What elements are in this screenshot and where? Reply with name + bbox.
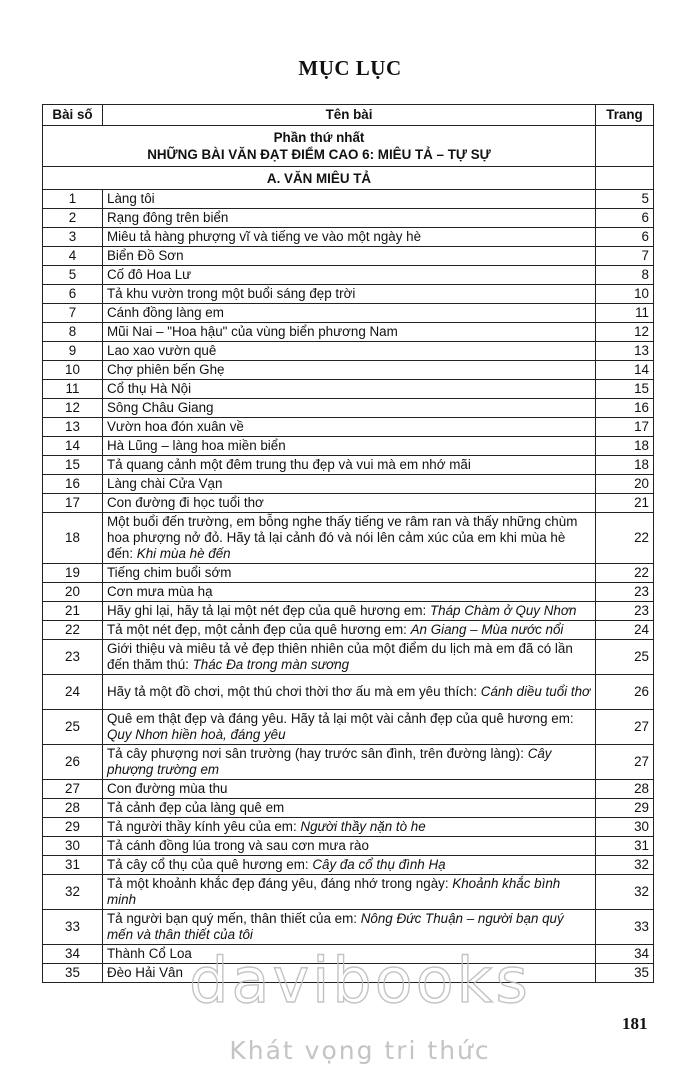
row-title-text: Thành Cổ Loa (107, 946, 192, 961)
part-heading (43, 126, 596, 167)
toc-row (43, 799, 654, 818)
toc-row (43, 837, 654, 856)
row-title-text: Tả người bạn quý mến, thân thiết của em: (107, 911, 361, 926)
row-title-text: Con đường mùa thu (107, 781, 228, 796)
row-number: 23 (43, 640, 103, 675)
row-number: 4 (43, 247, 103, 266)
row-page: 27 (596, 745, 654, 780)
row-title-text: Lao xao vườn quê (107, 343, 217, 358)
row-title-text: Vườn hoa đón xuân về (107, 419, 244, 434)
row-title (103, 818, 596, 837)
row-page: 25 (596, 640, 654, 675)
row-title-emphasis: Cánh diều tuổi thơ (480, 684, 591, 699)
watermark-slogan: Khát vọng tri thức (229, 1036, 491, 1065)
row-page: 28 (596, 780, 654, 799)
row-title-text: Cố đô Hoa Lư (107, 267, 192, 282)
toc-row (43, 190, 654, 209)
row-page: 23 (596, 583, 654, 602)
row-title (103, 190, 596, 209)
row-title (103, 323, 596, 342)
row-page: 20 (596, 475, 654, 494)
row-title-text: Tả một khoảnh khắc đẹp đáng yêu, đáng nhớ trong ngày: (107, 876, 453, 891)
toc-row (43, 380, 654, 399)
toc-row (43, 640, 654, 675)
row-title (103, 675, 596, 710)
row-title-text: Quê em thật đẹp và đáng yêu. Hãy tả lại một vài cảnh đẹp của quê hương em: (107, 711, 574, 726)
row-page: 6 (596, 209, 654, 228)
row-title (103, 910, 596, 945)
row-title-text: Tả cánh đồng lúa trong và sau cơn mưa rào (107, 838, 369, 853)
toc-row (43, 361, 654, 380)
header-name: Tên bài (103, 105, 596, 126)
row-number: 5 (43, 266, 103, 285)
row-title-text: Một buổi đến trường, em bỗng nghe thấy tiếng ve râm ran và thấy những chùm hoa phượng nở đỏ. Hãy tả lại cảnh đó và nói lên cảm xúc của em khi mùa hè đến: (107, 514, 578, 561)
row-title-emphasis: Nông Đức Thuận – người bạn quý mến và thân thiết của tôi (107, 911, 564, 942)
row-page: 10 (596, 285, 654, 304)
row-page: 6 (596, 228, 654, 247)
row-number: 15 (43, 456, 103, 475)
part-heading-row (43, 126, 654, 167)
row-title-text: Đèo Hải Vân (107, 965, 183, 980)
row-page: 5 (596, 190, 654, 209)
row-number: 35 (43, 964, 103, 983)
row-page: 11 (596, 304, 654, 323)
row-title-emphasis: Tháp Chàm ở Quy Nhơn (429, 603, 577, 618)
row-title-emphasis: Cây đa cổ thụ đình Hạ (312, 857, 446, 872)
row-title (103, 494, 596, 513)
toc-row (43, 780, 654, 799)
row-title (103, 380, 596, 399)
row-title (103, 640, 596, 675)
row-number: 2 (43, 209, 103, 228)
toc-row (43, 494, 654, 513)
toc-row (43, 418, 654, 437)
row-title-text: Tiếng chim buổi sớm (107, 565, 232, 580)
row-title-text: Tả cây phượng nơi sân trường (hay trước sân đình, trên đường làng): (107, 746, 528, 761)
row-page: 27 (596, 710, 654, 745)
toc-row (43, 513, 654, 564)
toc-row (43, 323, 654, 342)
row-page: 13 (596, 342, 654, 361)
part-title: NHỮNG BÀI VĂN ĐẠT ĐIỂM CAO 6: MIÊU TẢ – TỰ SỰ (147, 147, 491, 162)
row-title-text: Cổ thụ Hà Nội (107, 381, 192, 396)
row-number: 3 (43, 228, 103, 247)
row-number: 16 (43, 475, 103, 494)
row-page: 15 (596, 380, 654, 399)
row-page: 24 (596, 621, 654, 640)
toc-row (43, 285, 654, 304)
row-title-text: Làng tôi (107, 191, 155, 206)
row-title-text: Tả cảnh đẹp của làng quê em (107, 800, 285, 815)
row-page: 14 (596, 361, 654, 380)
row-title-emphasis: Thác Đa trong màn sương (192, 657, 350, 672)
row-number: 13 (43, 418, 103, 437)
toc-row (43, 583, 654, 602)
row-number: 9 (43, 342, 103, 361)
row-number: 33 (43, 910, 103, 945)
row-page: 34 (596, 945, 654, 964)
toc-row (43, 437, 654, 456)
watermark-logo: davibooks (189, 944, 531, 1017)
toc-row (43, 564, 654, 583)
toc-row (43, 875, 654, 910)
row-title (103, 399, 596, 418)
row-number: 18 (43, 513, 103, 564)
header-page: Trang (596, 105, 654, 126)
row-title-emphasis: Khi mùa hè đến (136, 546, 231, 561)
section-heading: A. VĂN MIÊU TẢ (43, 167, 596, 190)
row-number: 1 (43, 190, 103, 209)
row-title-text: Cánh đồng làng em (107, 305, 224, 320)
row-page: 8 (596, 266, 654, 285)
row-page: 23 (596, 602, 654, 621)
toc-row (43, 228, 654, 247)
toc-row (43, 602, 654, 621)
row-page: 31 (596, 837, 654, 856)
row-title (103, 745, 596, 780)
row-title-text: Làng chài Cửa Vạn (107, 476, 223, 491)
row-number: 32 (43, 875, 103, 910)
row-title-text: Cơn mưa mùa hạ (107, 584, 213, 599)
row-title-text: Con đường đi học tuổi thơ (107, 495, 264, 510)
row-title-text: Mũi Nai – "Hoa hậu" của vùng biển phương Nam (107, 324, 398, 339)
row-title (103, 621, 596, 640)
row-title-text: Tả người thầy kính yêu của em: (107, 819, 301, 834)
row-title-emphasis: Khoảnh khắc bình minh (107, 876, 561, 907)
toc-row (43, 675, 654, 710)
row-title-text: Tả một nét đẹp, một cảnh đẹp của quê hương em: (107, 622, 411, 637)
row-number: 7 (43, 304, 103, 323)
row-number: 27 (43, 780, 103, 799)
row-title (103, 342, 596, 361)
toc-row (43, 475, 654, 494)
toc-table (42, 104, 654, 983)
row-page: 16 (596, 399, 654, 418)
row-title (103, 799, 596, 818)
row-title (103, 875, 596, 910)
toc-row (43, 856, 654, 875)
header-num: Bài số (43, 105, 103, 126)
row-number: 34 (43, 945, 103, 964)
row-page: 32 (596, 856, 654, 875)
row-number: 22 (43, 621, 103, 640)
row-title (103, 513, 596, 564)
row-page: 32 (596, 875, 654, 910)
row-title (103, 564, 596, 583)
row-number: 17 (43, 494, 103, 513)
row-number: 19 (43, 564, 103, 583)
section-heading-row (43, 167, 654, 190)
row-title (103, 266, 596, 285)
toc-row (43, 304, 654, 323)
row-number: 6 (43, 285, 103, 304)
row-number: 11 (43, 380, 103, 399)
row-title (103, 418, 596, 437)
toc-row (43, 621, 654, 640)
row-number: 24 (43, 675, 103, 710)
row-title (103, 475, 596, 494)
row-title (103, 456, 596, 475)
row-title (103, 285, 596, 304)
row-title-emphasis: An Giang – Mùa nước nổi (410, 622, 564, 637)
row-page: 12 (596, 323, 654, 342)
row-title (103, 437, 596, 456)
row-title-text: Miêu tả hàng phượng vĩ và tiếng ve vào một ngày hè (107, 229, 422, 244)
row-title-emphasis: Người thầy nặn tò he (300, 819, 426, 834)
toc-row (43, 818, 654, 837)
toc-header-row (43, 105, 654, 126)
row-page: 35 (596, 964, 654, 983)
row-title (103, 209, 596, 228)
row-title-emphasis: Cây phượng trường em (107, 746, 552, 777)
row-title-text: Tả khu vườn trong một buổi sáng đẹp trời (107, 286, 356, 301)
toc-row (43, 745, 654, 780)
toc-row (43, 209, 654, 228)
row-title (103, 228, 596, 247)
row-title (103, 304, 596, 323)
page-title: MỤC LỤC (298, 56, 402, 80)
toc-row (43, 910, 654, 945)
row-number: 8 (43, 323, 103, 342)
row-number: 20 (43, 583, 103, 602)
row-title (103, 602, 596, 621)
row-page: 22 (596, 564, 654, 583)
row-title-text: Tả quang cảnh một đêm trung thu đẹp và vui mà em nhớ mãi (107, 457, 471, 472)
row-number: 10 (43, 361, 103, 380)
row-number: 21 (43, 602, 103, 621)
row-title (103, 361, 596, 380)
toc-row (43, 456, 654, 475)
row-title (103, 247, 596, 266)
toc-row (43, 247, 654, 266)
row-number: 26 (43, 745, 103, 780)
row-title-text: Giới thiệu và miêu tả vẻ đẹp thiên nhiên của một điểm du lịch mà em đã có lần đến thăm thú: (107, 641, 573, 672)
toc-row (43, 266, 654, 285)
row-title-text: Hà Lũng – làng hoa miền biển (107, 438, 286, 453)
row-number: 30 (43, 837, 103, 856)
row-title-text: Rạng đông trên biển (107, 210, 229, 225)
row-page: 29 (596, 799, 654, 818)
row-title (103, 710, 596, 745)
row-title (103, 583, 596, 602)
part-label: Phần thứ nhất (273, 130, 365, 145)
row-number: 12 (43, 399, 103, 418)
row-title-text: Sông Châu Giang (107, 400, 214, 415)
row-number: 29 (43, 818, 103, 837)
row-number: 28 (43, 799, 103, 818)
row-page: 22 (596, 513, 654, 564)
row-title-emphasis: Quy Nhơn hiền hoà, đáng yêu (107, 727, 286, 742)
row-page: 30 (596, 818, 654, 837)
row-title (103, 856, 596, 875)
row-title-text: Tả cây cổ thụ của quê hương em: (107, 857, 313, 872)
row-page: 17 (596, 418, 654, 437)
toc-row (43, 399, 654, 418)
row-title-text: Biển Đồ Sơn (107, 248, 184, 263)
row-page: 33 (596, 910, 654, 945)
row-number: 31 (43, 856, 103, 875)
row-page: 26 (596, 675, 654, 710)
row-title-text: Hãy ghi lại, hãy tả lại một nét đẹp của quê hương em: (107, 603, 430, 618)
toc-row (43, 710, 654, 745)
row-page: 21 (596, 494, 654, 513)
row-title (103, 837, 596, 856)
page-number: 181 (622, 1014, 648, 1033)
row-page: 18 (596, 437, 654, 456)
section-page-cell (596, 167, 654, 190)
row-title (103, 780, 596, 799)
row-title-text: Hãy tả một đồ chơi, một thú chơi thời thơ ấu mà em yêu thích: (107, 684, 481, 699)
row-number: 14 (43, 437, 103, 456)
part-page-cell (596, 126, 654, 167)
row-number: 25 (43, 710, 103, 745)
toc-row (43, 342, 654, 361)
row-page: 7 (596, 247, 654, 266)
row-page: 18 (596, 456, 654, 475)
row-title-text: Chợ phiên bến Ghẹ (107, 362, 225, 377)
